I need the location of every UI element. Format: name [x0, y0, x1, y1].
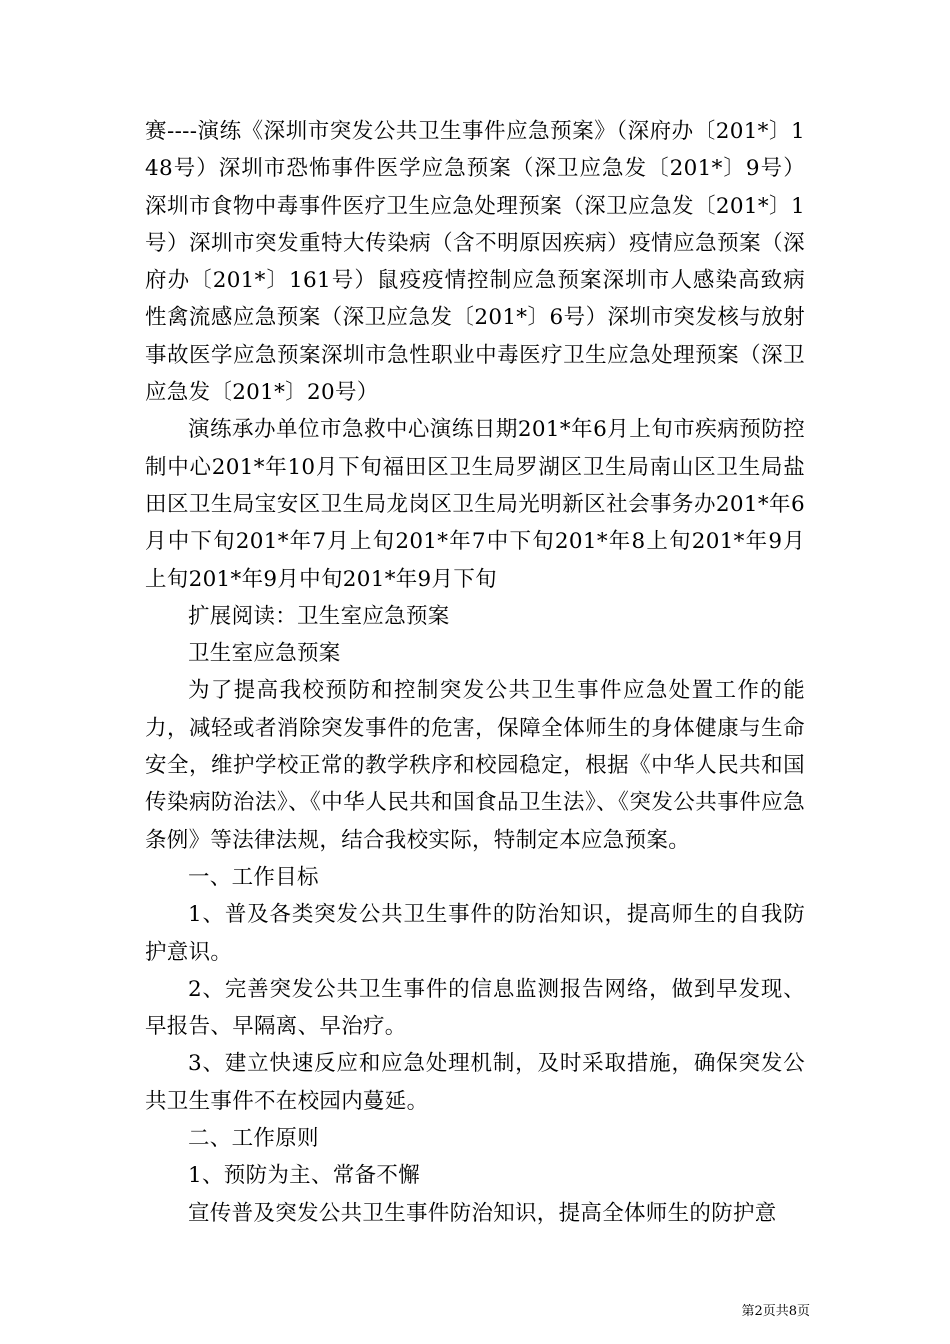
goal-item-2: 2、完善突发公共卫生事件的信息监测报告网络，做到早发现、早报告、早隔离、早治疗。	[145, 976, 805, 1040]
principle-item-1-body: 宣传普及突发公共卫生事件防治知识，提高全体师生的防护意	[188, 1200, 777, 1226]
paragraph-intro: 为了提高我校预防和控制突发公共卫生事件应急处置工作的能力，减轻或者消除突发事件的危害，保障全体师生的身体健康与生命安全，维护学校正常的教学秩序和校园稳定，根据《中华人民共和国传染病防治法》、《中华人民共和国食品卫生法》、《突发公共事件应急条例》等法律法规，结合我校实际，特制定本应急预案。	[145, 678, 805, 853]
document-body	[145, 113, 805, 1232]
paragraph-drill-schedule: 演练承办单位市急救中心演练日期201*年6月上旬市疾病预防控制中心201*年10月下旬福田区卫生局罗湖区卫生局南山区卫生局盐田区卫生局宝安区卫生局龙岗区卫生局光明新区社会事务办201*年6月中下旬201*年7月上旬201*年7中下旬201*年8上旬201*年9月上旬201*年9月中旬201*年9月下旬	[145, 417, 805, 592]
paragraph-drill-plan-list: 赛----演练《深圳市突发公共卫生事件应急预案》（深府办〔201*〕148号）深圳市恐怖事件医学应急预案（深卫应急发〔201*〕9号）深圳市食物中毒事件医疗卫生应急处理预案（深卫应急发〔201*〕1号）深圳市突发重特大传染病（含不明原因疾病）疫情应急预案（深府办〔201*〕161号）鼠疫疫情控制应急预案深圳市人感染高致病性禽流感应急预案（深卫应急发〔201*〕6号）深圳市突发核与放射事故医学应急预案深圳市急性职业中毒医疗卫生应急处理预案（深卫应急发〔201*〕20号）	[145, 119, 805, 406]
heading-work-principles: 二、工作原则	[188, 1126, 319, 1152]
goal-item-1: 1、普及各类突发公共卫生事件的防治知识，提高师生的自我防护意识。	[145, 902, 805, 965]
heading-work-goals: 一、工作目标	[188, 864, 319, 890]
extended-reading-heading: 扩展阅读：卫生室应急预案	[188, 603, 450, 629]
section-title: 卫生室应急预案	[188, 641, 341, 667]
goal-item-3: 3、建立快速反应和应急处理机制，及时采取措施，确保突发公共卫生事件不在校园内蔓延。	[145, 1051, 805, 1114]
page-number: 第2页共8页	[741, 1304, 810, 1319]
principle-item-1: 1、预防为主、常备不懈	[188, 1163, 420, 1189]
